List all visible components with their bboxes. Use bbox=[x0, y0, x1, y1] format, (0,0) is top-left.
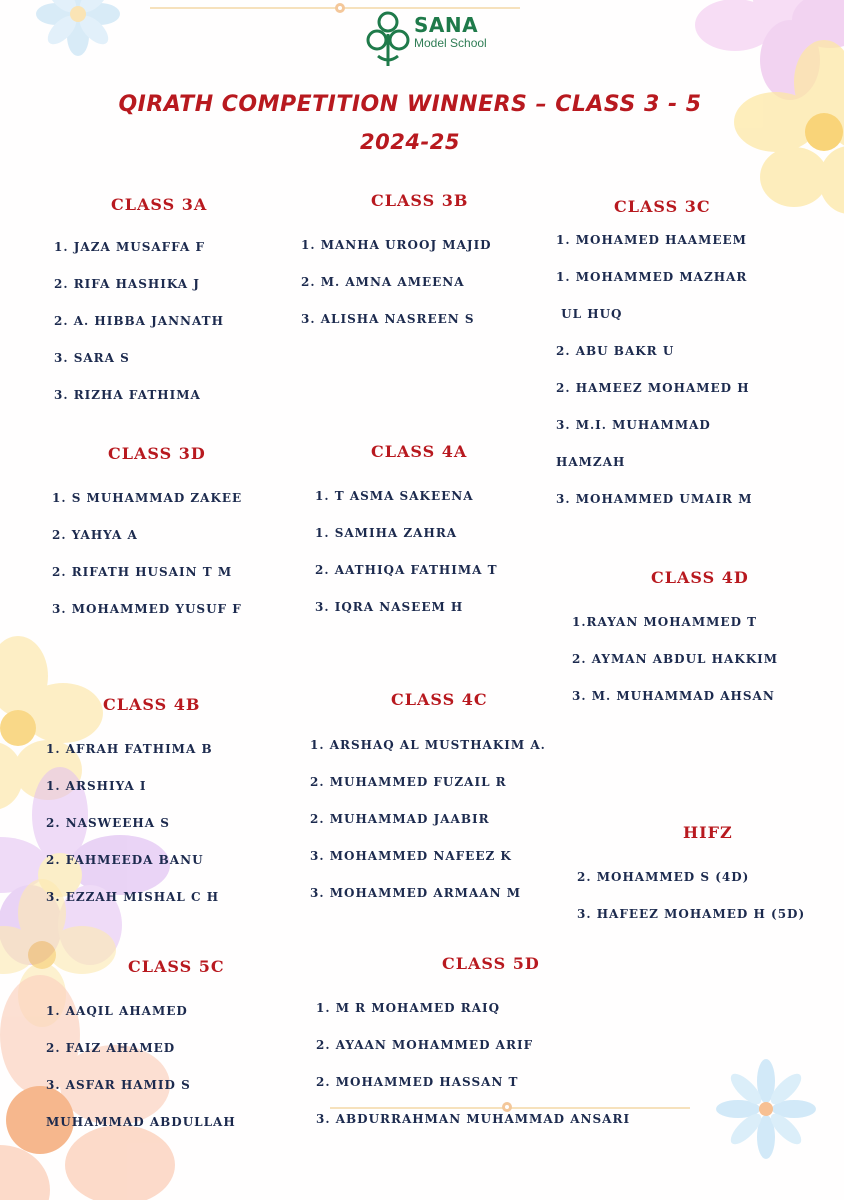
list-item: 2. MUHAMMED FUZAIL R bbox=[310, 775, 507, 789]
winners-list bbox=[556, 231, 753, 527]
list-item: 2. RIFATH HUSAIN T M bbox=[52, 565, 233, 579]
school-name: SANA bbox=[414, 13, 479, 37]
ornament-divider bbox=[150, 3, 520, 13]
class-heading: CLASS 4B bbox=[103, 695, 201, 714]
winners-list bbox=[54, 238, 224, 423]
list-item: 2. FAHMEEDA BANU bbox=[46, 853, 204, 867]
winners-list bbox=[316, 999, 630, 1147]
list-item: 3. M. MUHAMMAD AHSAN bbox=[572, 689, 775, 703]
class-heading: CLASS 3C bbox=[614, 197, 711, 216]
list-item: 1. ARSHAQ AL MUSTHAKIM A. bbox=[310, 738, 546, 752]
list-item: 3. MOHAMMED NAFEEZ K bbox=[310, 849, 512, 863]
list-item: 2. RIFA HASHIKA J bbox=[54, 277, 200, 291]
class-heading: CLASS 4C bbox=[391, 690, 488, 709]
list-item: MUHAMMAD ABDULLAH bbox=[46, 1115, 236, 1129]
class-heading: CLASS 4A bbox=[371, 442, 468, 461]
class-heading: CLASS 3D bbox=[108, 444, 206, 463]
winners-list bbox=[572, 613, 778, 724]
list-item: 3. ASFAR HAMID S bbox=[46, 1078, 191, 1092]
list-item: 3. HAFEEZ MOHAMED H (5D) bbox=[577, 907, 806, 921]
list-item: 2. ABU BAKR U bbox=[556, 344, 675, 358]
page-title: QIRATH COMPETITION WINNERS – CLASS 3 - 5 bbox=[118, 92, 702, 117]
list-item: 2. MOHAMMED S (4D) bbox=[577, 870, 750, 884]
class-heading: CLASS 5D bbox=[442, 954, 540, 973]
winners-list bbox=[52, 489, 242, 637]
list-item: 2. YAHYA A bbox=[52, 528, 138, 542]
list-item: UL HUQ bbox=[556, 307, 623, 321]
school-logo-icon bbox=[366, 8, 410, 70]
list-item: 1.RAYAN MOHAMMED T bbox=[572, 615, 758, 629]
list-item: 3. SARA S bbox=[54, 351, 130, 365]
winners-list bbox=[46, 1002, 236, 1150]
list-item: 1. MANHA UROOJ MAJID bbox=[301, 238, 492, 252]
list-item: 3. ABDURRAHMAN MUHAMMAD ANSARI bbox=[316, 1112, 631, 1126]
list-item: 1. SAMIHA ZAHRA bbox=[315, 526, 458, 540]
winners-list bbox=[301, 236, 492, 347]
list-item: 3. IQRA NASEEM H bbox=[315, 600, 464, 614]
list-item: 1. M R MOHAMED RAIQ bbox=[316, 1001, 501, 1015]
list-item: 2. MUHAMMAD JAABIR bbox=[310, 812, 490, 826]
list-item: 2. AYAAN MOHAMMED ARIF bbox=[316, 1038, 534, 1052]
list-item: 1. MOHAMED HAAMEEM bbox=[556, 233, 747, 247]
list-item: 1. AFRAH FATHIMA B bbox=[46, 742, 213, 756]
list-item: 1. MOHAMMED MAZHAR bbox=[556, 270, 748, 284]
winners-list bbox=[46, 740, 219, 925]
list-item: 2. A. HIBBA JANNATH bbox=[54, 314, 224, 328]
class-heading: CLASS 5C bbox=[128, 957, 225, 976]
list-item: 2. AATHIQA FATHIMA T bbox=[315, 563, 498, 577]
list-item: 1. AAQIL AHAMED bbox=[46, 1004, 188, 1018]
list-item: 3. EZZAH MISHAL C H bbox=[46, 890, 220, 904]
class-heading: CLASS 3B bbox=[371, 191, 469, 210]
school-brand bbox=[414, 14, 487, 50]
flower-icon bbox=[36, 0, 120, 56]
list-item: 2. FAIZ AHAMED bbox=[46, 1041, 176, 1055]
winners-list bbox=[315, 487, 498, 635]
page-year: 2024-25 bbox=[360, 130, 460, 154]
winners-list bbox=[577, 868, 805, 942]
list-item: 1. ARSHIYA I bbox=[46, 779, 147, 793]
list-item: 3. MOHAMMED UMAIR M bbox=[556, 492, 753, 506]
list-item: 2. HAMEEZ MOHAMED H bbox=[556, 381, 750, 395]
flower-icon bbox=[716, 1059, 816, 1159]
list-item: 3. RIZHA FATHIMA bbox=[54, 388, 201, 402]
class-heading: HIFZ bbox=[683, 823, 733, 842]
list-item: 1. S MUHAMMAD ZAKEE bbox=[52, 491, 243, 505]
list-item: 3. MOHAMMED ARMAAN M bbox=[310, 886, 522, 900]
list-item: 1. JAZA MUSAFFA F bbox=[54, 240, 206, 254]
list-item: 2. M. AMNA AMEENA bbox=[301, 275, 465, 289]
list-item: HAMZAH bbox=[556, 455, 626, 469]
list-item: 3. MOHAMMED YUSUF F bbox=[52, 602, 242, 616]
list-item: 2. AYMAN ABDUL HAKKIM bbox=[572, 652, 779, 666]
winners-list bbox=[310, 736, 546, 921]
list-item: 3. M.I. MUHAMMAD bbox=[556, 418, 711, 432]
list-item: 2. NASWEEHA S bbox=[46, 816, 170, 830]
list-item: 2. MOHAMMED HASSAN T bbox=[316, 1075, 519, 1089]
class-heading: CLASS 3A bbox=[111, 195, 208, 214]
school-subtitle: Model School bbox=[414, 36, 487, 50]
list-item: 1. T ASMA SAKEENA bbox=[315, 489, 474, 503]
class-heading: CLASS 4D bbox=[651, 568, 749, 587]
list-item: 3. ALISHA NASREEN S bbox=[301, 312, 475, 326]
